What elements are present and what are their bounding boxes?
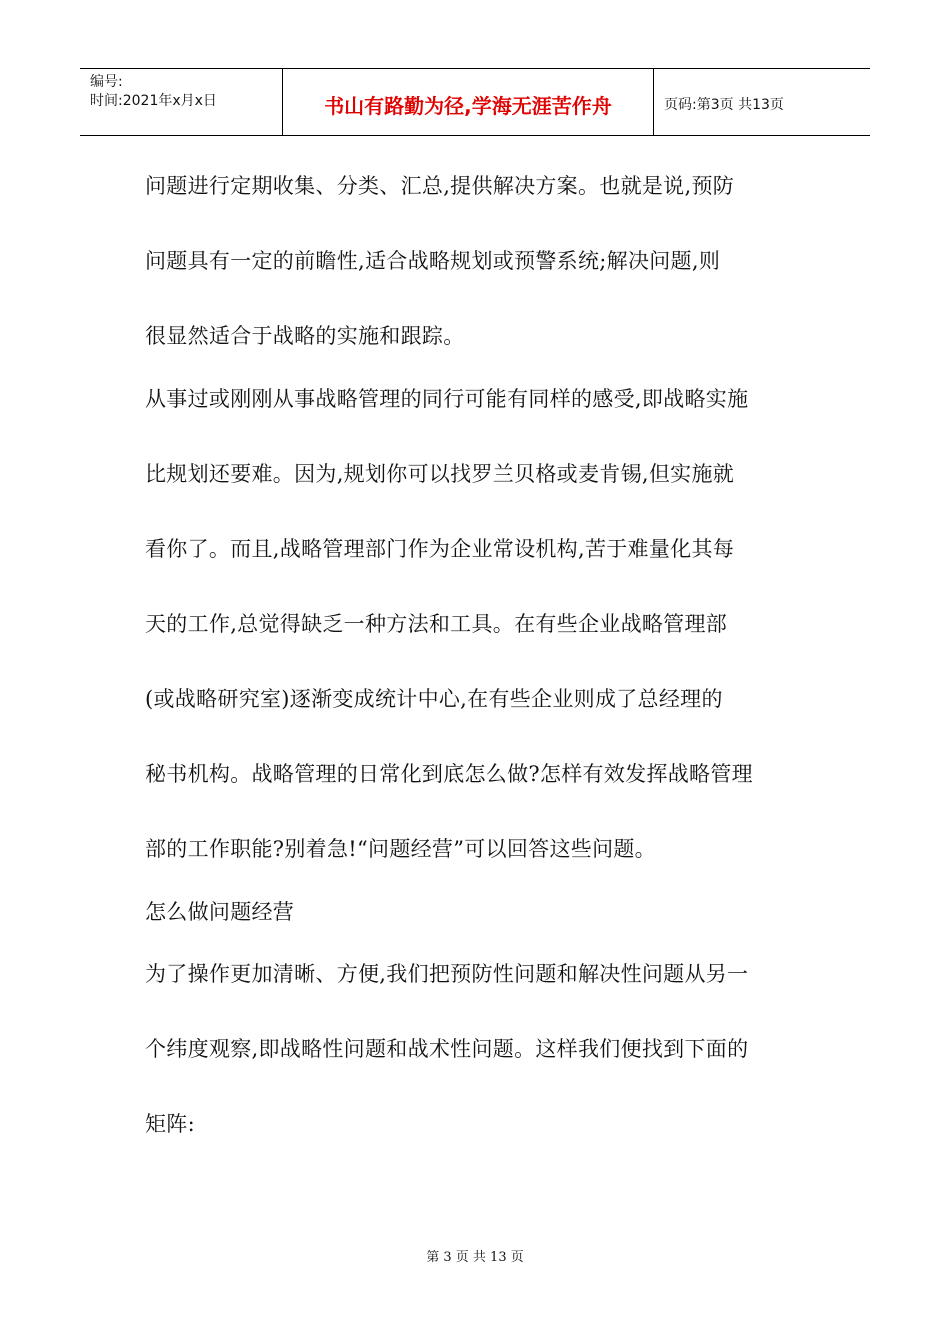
body-line: 个纬度观察,即战略性问题和战术性问题。这样我们便找到下面的 <box>145 1037 749 1061</box>
body-line: 天的工作,总觉得缺乏一种方法和工具。在有些企业战略管理部 <box>145 612 728 636</box>
body-line: 比规划还要难。因为,规划你可以找罗兰贝格或麦肯锡,但实施就 <box>145 462 735 486</box>
page-footer: 第 3 页 共 13 页 <box>426 1250 524 1265</box>
header-meta <box>80 69 282 135</box>
body-line: 看你了。而且,战略管理部门作为企业常设机构,苦于难量化其每 <box>145 537 735 561</box>
body-line: 秘书机构。战略管理的日常化到底怎么做?怎样有效发挥战略管理 <box>145 762 753 786</box>
body-line: (或战略研究室)逐渐变成统计中心,在有些企业则成了总经理的 <box>145 687 723 711</box>
body-line: 矩阵: <box>145 1112 195 1136</box>
body-line: 问题进行定期收集、分类、汇总,提供解决方案。也就是说,预防 <box>145 174 735 198</box>
body-line: 很显然适合于战略的实施和跟踪。 <box>145 324 465 348</box>
document-time: 时间:2021年x月x日 <box>90 93 217 109</box>
body-line: 部的工作职能?别着急!“问题经营”可以回答这些问题。 <box>145 837 656 861</box>
body-line: 为了操作更加清晰、方便,我们把预防性问题和解决性问题从另一 <box>145 962 749 986</box>
body-line: 从事过或刚刚从事战略管理的同行可能有同样的感受,即战略实施 <box>145 387 749 411</box>
header-motto: 书山有路勤为径,学海无涯苦作舟 <box>282 69 654 135</box>
section-heading: 怎么做问题经营 <box>145 900 295 924</box>
document-number: 编号: <box>90 74 123 90</box>
body-line: 问题具有一定的前瞻性,适合战略规划或预警系统;解决问题,则 <box>145 249 721 273</box>
page-header <box>80 68 870 136</box>
header-page-info: 页码:第3页 共13页 <box>664 97 784 113</box>
